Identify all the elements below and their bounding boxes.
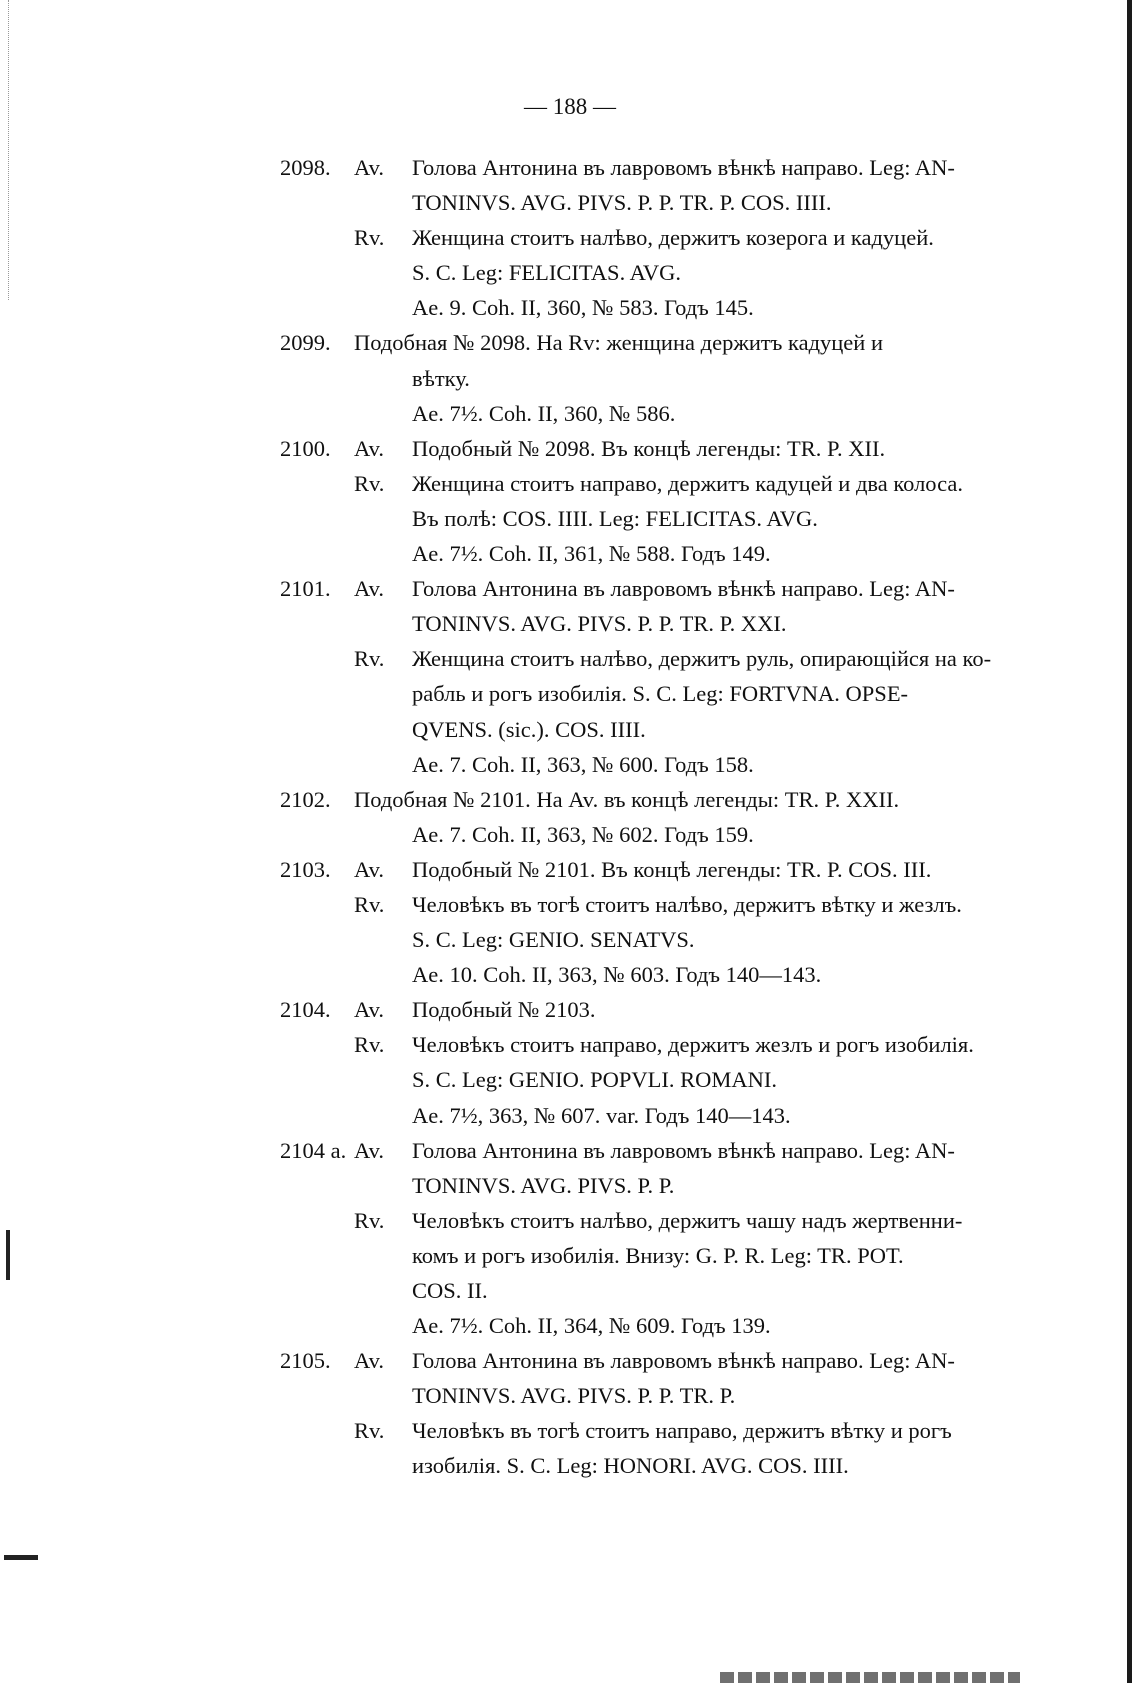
side-label: Rv. [354,225,385,251]
catalog-entries [282,150,1102,1484]
entry-text: COS. II. [412,1278,488,1303]
catalog-line [282,957,1102,992]
side-label: Av. [354,435,384,461]
entry-text: Ae. 7½. Coh. II, 364, № 609. Годъ 139. [412,1313,771,1339]
catalog-line [282,1343,1102,1378]
side-label: Av. [354,856,384,882]
catalog-line [282,501,1102,536]
entry-text: рабль и рогъ изобилія. S. C. Leg: FORTVNA. OPSE- [412,681,909,707]
catalog-line [282,1133,1102,1168]
entry-text: Голова Антонина въ лавровомъ вѣнкѣ направо. Leg: AN- [412,155,955,180]
side-label: Rv. [354,891,385,917]
catalog-line [282,536,1102,571]
entry-text: Подобная № 2098. На Rv: женщина держитъ кадуцей и [354,330,884,356]
catalog-line [282,150,1102,185]
catalog-line [282,887,1102,922]
entry-text: комъ и рогъ изобилія. Внизу: G. P. R. Leg: TR. POT. [412,1242,904,1268]
side-label: Rv. [354,646,385,672]
catalog-line [282,1378,1102,1413]
catalog-line [282,606,1102,641]
catalog-line [282,185,1102,220]
catalog-line [282,817,1102,852]
catalog-line [282,1238,1102,1273]
catalog-line [282,1168,1102,1203]
entry-text: вѣтку. [412,365,470,391]
entry-text: Въ полѣ: COS. IIII. Leg: FELICITAS. AVG. [412,505,818,531]
catalog-line [282,922,1102,957]
page-number: — 188 — [524,94,616,119]
entry-text: TONINVS. AVG. PIVS. P. P. TR. P. XXI. [412,611,787,637]
side-label: Rv. [354,470,385,496]
entry-text: TONINVS. AVG. PIVS. P. P. TR. P. COS. IIII. [412,190,832,216]
entry-number: 2098. [280,155,331,180]
side-label: Rv. [354,1032,385,1058]
catalog-line [282,992,1102,1027]
entry-number: 2105. [280,1348,331,1374]
catalog-line [282,1098,1102,1133]
catalog-line [282,220,1102,255]
entry-text: Голова Антонина въ лавровомъ вѣнкѣ направо. Leg: AN- [412,1137,955,1163]
catalog-line [282,712,1102,747]
entry-text: Ae. 7½. Coh. II, 361, № 588. Годъ 149. [412,541,771,567]
catalog-line [282,1027,1102,1062]
side-label: Av. [354,1137,384,1163]
entry-number: 2104 a. [280,1137,347,1163]
entry-text: Человѣкъ въ тогѣ стоитъ налѣво, держитъ вѣтку и жезлъ. [412,891,962,917]
catalog-line [282,431,1102,466]
entry-text: Ae. 7. Coh. II, 363, № 600. Годъ 158. [412,751,754,777]
catalog-line [282,1308,1102,1343]
side-label: Rv. [354,1418,385,1444]
side-label: Av. [354,997,384,1023]
catalog-line [282,641,1102,676]
side-label: Rv. [354,1207,385,1233]
side-label: Av. [354,576,384,602]
entry-text: TONINVS. AVG. PIVS. P. P. TR. P. [412,1383,736,1409]
entry-text: Ae. 7. Coh. II, 363, № 602. Годъ 159. [412,821,754,847]
catalog-line [282,1062,1102,1097]
page-edge-shadow [1127,0,1132,1683]
entry-text: S. C. Leg: FELICITAS. AVG. [412,260,682,286]
catalog-line [282,255,1102,290]
entry-text: Голова Антонина въ лавровомъ вѣнкѣ направо. Leg: AN- [412,576,955,602]
entry-number: 2100. [280,435,331,461]
catalog-line [282,676,1102,711]
entry-text: Подобный № 2101. Въ концѣ легенды: TR. P. COS. III. [412,856,932,882]
catalog-line [282,361,1102,396]
catalog-line [282,290,1102,325]
entry-text: TONINVS. AVG. PIVS. P. P. [412,1172,675,1198]
entry-text: Подобная № 2101. На Av. въ концѣ легенды: TR. P. XXII. [354,786,900,812]
entry-text: Человѣкъ стоитъ налѣво, держитъ чашу надъ жертвенни- [412,1207,963,1233]
entry-text: Женщина стоитъ налѣво, держитъ руль, опирающійся на ко- [412,646,992,672]
entry-text: Ae. 10. Coh. II, 363, № 603. Годъ 140—143. [412,962,822,988]
catalog-line [282,1413,1102,1448]
entry-text: Подобный № 2103. [412,997,596,1023]
entry-number: 2101. [280,576,331,602]
margin-smudge [6,1230,10,1280]
entry-text: S. C. Leg: GENIO. POPVLI. ROMANI. [412,1067,777,1093]
entry-number: 2099. [280,330,331,356]
entry-text: Ae. 9. Coh. II, 360, № 583. Годъ 145. [412,295,754,321]
catalog-line [282,466,1102,501]
catalog-line [282,747,1102,782]
entry-text: Человѣкъ въ тогѣ стоитъ направо, держитъ вѣтку и рогъ [412,1418,952,1444]
entry-text: Ae. 7½, 363, № 607. var. Годъ 140—143. [412,1102,791,1128]
entry-text: Женщина стоитъ налѣво, держитъ козерога и кадуцей. [412,225,934,251]
entry-text: Голова Антонина въ лавровомъ вѣнкѣ направо. Leg: AN- [412,1348,955,1374]
catalog-line [282,1448,1102,1483]
entry-text: S. C. Leg: GENIO. SENATVS. [412,927,695,953]
catalog-line [282,571,1102,606]
entry-number: 2103. [280,856,331,882]
entry-text: QVENS. (sic.). COS. IIII. [412,716,646,742]
entry-text: Ae. 7½. Coh. II, 360, № 586. [412,400,676,426]
catalog-line [282,396,1102,431]
catalog-line [282,852,1102,887]
entry-text: Человѣкъ стоитъ направо, держитъ жезлъ и рогъ изобилія. [412,1032,974,1058]
next-page-bleed [720,1672,1020,1683]
entry-number: 2104. [280,997,331,1023]
side-label: Av. [354,155,384,180]
entry-text: изобилія. S. C. Leg: HONORI. AVG. COS. IIII. [412,1453,849,1479]
entry-text: Подобный № 2098. Въ концѣ легенды: TR. P. XII. [412,435,886,461]
margin-dash [4,1555,38,1560]
left-margin-marks [8,0,11,300]
catalog-line [282,1273,1102,1308]
entry-number: 2102. [280,786,331,812]
catalog-line [282,782,1102,817]
side-label: Av. [354,1348,384,1374]
catalog-line [282,1203,1102,1238]
catalog-line [282,325,1102,360]
entry-text: Женщина стоитъ направо, держитъ кадуцей и два колоса. [412,470,963,496]
